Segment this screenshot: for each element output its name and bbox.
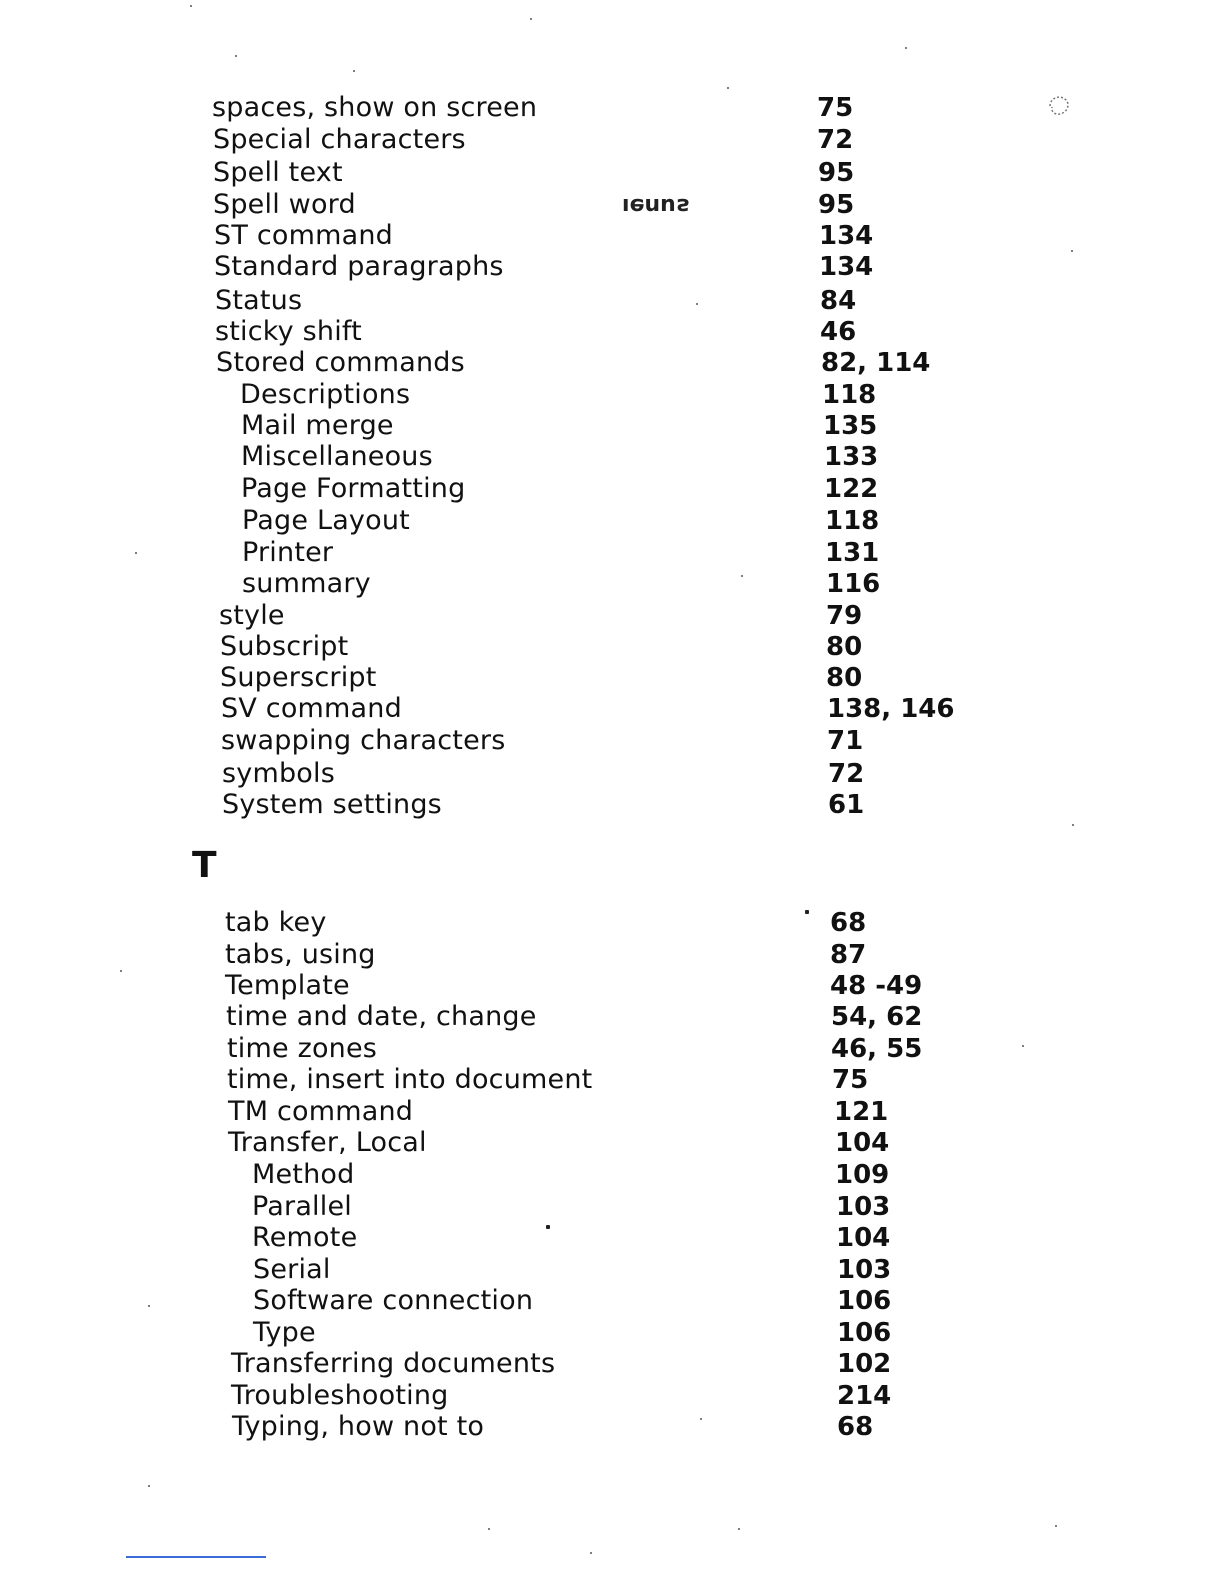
index-pages: 71 <box>827 726 864 756</box>
index-pages: 103 <box>836 1192 891 1222</box>
index-entry <box>0 1348 1224 1380</box>
index-entry <box>0 1127 1224 1159</box>
scan-speck <box>727 87 729 89</box>
index-pages: 116 <box>826 569 881 599</box>
index-entry <box>0 441 1224 473</box>
index-pages: 80 <box>826 632 863 662</box>
index-entry <box>0 1222 1224 1254</box>
index-entry <box>0 600 1224 632</box>
index-entry <box>0 1064 1224 1096</box>
scan-speck <box>353 70 355 72</box>
index-subterm: Method <box>252 1159 355 1190</box>
index-pages: 103 <box>837 1255 892 1285</box>
scan-speck <box>530 18 532 20</box>
index-entry <box>0 410 1224 442</box>
scan-speck <box>120 970 122 972</box>
index-term: Subscript <box>220 631 349 662</box>
index-pages: 54, 62 <box>831 1002 923 1032</box>
index-entry <box>0 1411 1224 1443</box>
index-entry <box>0 758 1224 790</box>
index-pages: 118 <box>822 380 877 410</box>
index-pages: 87 <box>830 940 867 970</box>
scan-speck <box>1071 250 1073 252</box>
index-pages: 102 <box>837 1349 892 1379</box>
index-subterm: Descriptions <box>240 379 411 410</box>
index-entry <box>0 347 1224 379</box>
index-entry <box>0 124 1224 156</box>
index-entry <box>0 379 1224 411</box>
index-term: tab key <box>225 907 327 938</box>
index-term: symbols <box>222 758 335 789</box>
scan-speck <box>135 552 137 554</box>
index-pages: 46 <box>820 317 857 347</box>
index-entry <box>0 693 1224 725</box>
index-pages: 122 <box>824 474 879 504</box>
index-term: Status <box>215 285 303 316</box>
index-entry <box>0 1191 1224 1223</box>
index-entry <box>0 1317 1224 1349</box>
scan-speck <box>696 303 698 305</box>
index-entry <box>0 970 1224 1002</box>
index-pages: 61 <box>828 790 865 820</box>
index-subterm: Page Formatting <box>241 473 466 504</box>
index-pages: 135 <box>823 411 878 441</box>
index-entry <box>0 631 1224 663</box>
scan-speck <box>700 1418 702 1420</box>
scan-smudge-icon <box>1046 92 1072 118</box>
index-entry <box>0 1033 1224 1065</box>
index-entry <box>0 285 1224 317</box>
index-pages: 46, 55 <box>831 1034 923 1064</box>
index-term: tabs, using <box>225 939 376 970</box>
scan-speck <box>235 55 237 57</box>
index-entry <box>0 473 1224 505</box>
index-pages: 134 <box>819 221 874 251</box>
index-term: Superscript <box>220 662 377 693</box>
section-heading-t: T <box>192 845 217 886</box>
index-entry <box>0 1096 1224 1128</box>
index-term: Transferring documents <box>231 1348 556 1379</box>
index-pages: 48 -49 <box>830 971 923 1001</box>
index-entry <box>0 1285 1224 1317</box>
index-subterm: Printer <box>242 537 334 568</box>
index-term: time zones <box>227 1033 378 1064</box>
index-term: System settings <box>222 789 442 820</box>
index-term: Spell word <box>213 189 356 220</box>
index-entry <box>0 662 1224 694</box>
index-entry <box>0 189 1224 221</box>
index-subterm: Page Layout <box>242 505 410 536</box>
index-term: Stored commands <box>216 347 465 378</box>
index-pages: 75 <box>817 93 854 123</box>
index-pages: 79 <box>826 601 863 631</box>
index-entry <box>0 907 1224 939</box>
index-subterm: Mail merge <box>241 410 394 441</box>
index-pages: 214 <box>837 1381 892 1411</box>
index-term: spaces, show on screen <box>212 92 538 123</box>
scan-speck <box>1055 1525 1057 1527</box>
index-pages: 82, 114 <box>821 348 931 378</box>
index-entry <box>0 789 1224 821</box>
index-entry <box>0 1254 1224 1286</box>
scan-speck <box>148 1485 150 1487</box>
index-pages: 72 <box>828 759 865 789</box>
index-entry <box>0 251 1224 283</box>
index-term: Spell text <box>213 157 343 188</box>
scan-speck <box>738 1528 740 1530</box>
index-entry <box>0 568 1224 600</box>
index-term: sticky shift <box>215 316 362 347</box>
index-pages: 106 <box>837 1286 892 1316</box>
scan-speck <box>546 1225 550 1229</box>
index-subterm: summary <box>242 568 371 599</box>
index-pages: 95 <box>818 190 855 220</box>
scan-speck <box>590 1552 592 1554</box>
index-entry <box>0 157 1224 189</box>
bleed-through-text: ƨunɘı <box>622 193 689 218</box>
index-term: swapping characters <box>221 725 506 756</box>
index-subterm: Parallel <box>252 1191 352 1222</box>
index-term: Typing, how not to <box>232 1411 485 1442</box>
index-pages: 131 <box>825 538 880 568</box>
index-pages: 84 <box>820 286 857 316</box>
index-term: style <box>219 600 285 631</box>
index-subterm: Miscellaneous <box>241 441 433 472</box>
index-subterm: Serial <box>253 1254 331 1285</box>
index-pages: 68 <box>830 908 867 938</box>
index-entry <box>0 1380 1224 1412</box>
index-pages: 104 <box>835 1128 890 1158</box>
index-pages: 121 <box>834 1097 889 1127</box>
index-term: Special characters <box>213 124 466 155</box>
index-entry <box>0 316 1224 348</box>
index-term: Template <box>225 970 350 1001</box>
index-entry <box>0 939 1224 971</box>
index-term: TM command <box>228 1096 414 1127</box>
index-term: time, insert into document <box>227 1064 593 1095</box>
index-pages: 118 <box>825 506 880 536</box>
index-subterm: Type <box>253 1317 316 1348</box>
scan-speck <box>1072 824 1074 826</box>
index-pages: 104 <box>836 1223 891 1253</box>
index-pages: 68 <box>837 1412 874 1442</box>
index-pages: 95 <box>818 158 855 188</box>
index-pages: 72 <box>817 125 854 155</box>
index-subterm: Remote <box>252 1222 358 1253</box>
index-entry <box>0 1159 1224 1191</box>
index-pages: 133 <box>824 442 879 472</box>
index-term: SV command <box>221 693 402 724</box>
index-entry <box>0 537 1224 569</box>
index-entry <box>0 505 1224 537</box>
index-entry <box>0 92 1224 124</box>
index-entry <box>0 220 1224 252</box>
index-term: time and date, change <box>226 1001 537 1032</box>
scan-speck <box>905 47 907 49</box>
index-pages: 134 <box>819 252 874 282</box>
scan-speck <box>488 1528 490 1530</box>
index-pages: 138, 146 <box>827 694 955 724</box>
index-subterm: Software connection <box>253 1285 534 1316</box>
index-term: ST command <box>214 220 393 251</box>
scan-speck <box>148 1305 150 1307</box>
index-entry <box>0 725 1224 757</box>
index-term: Troubleshooting <box>231 1380 449 1411</box>
scan-speck <box>190 5 192 7</box>
scan-speck <box>741 575 743 577</box>
index-pages: 80 <box>826 663 863 693</box>
index-term: Transfer, Local <box>228 1127 427 1158</box>
index-entry <box>0 1001 1224 1033</box>
scan-speck <box>1022 1045 1024 1047</box>
index-pages: 75 <box>832 1065 869 1095</box>
scan-speck <box>805 910 809 914</box>
footer-rule <box>126 1556 266 1558</box>
index-pages: 109 <box>835 1160 890 1190</box>
index-pages: 106 <box>837 1318 892 1348</box>
index-term: Standard paragraphs <box>214 251 504 282</box>
